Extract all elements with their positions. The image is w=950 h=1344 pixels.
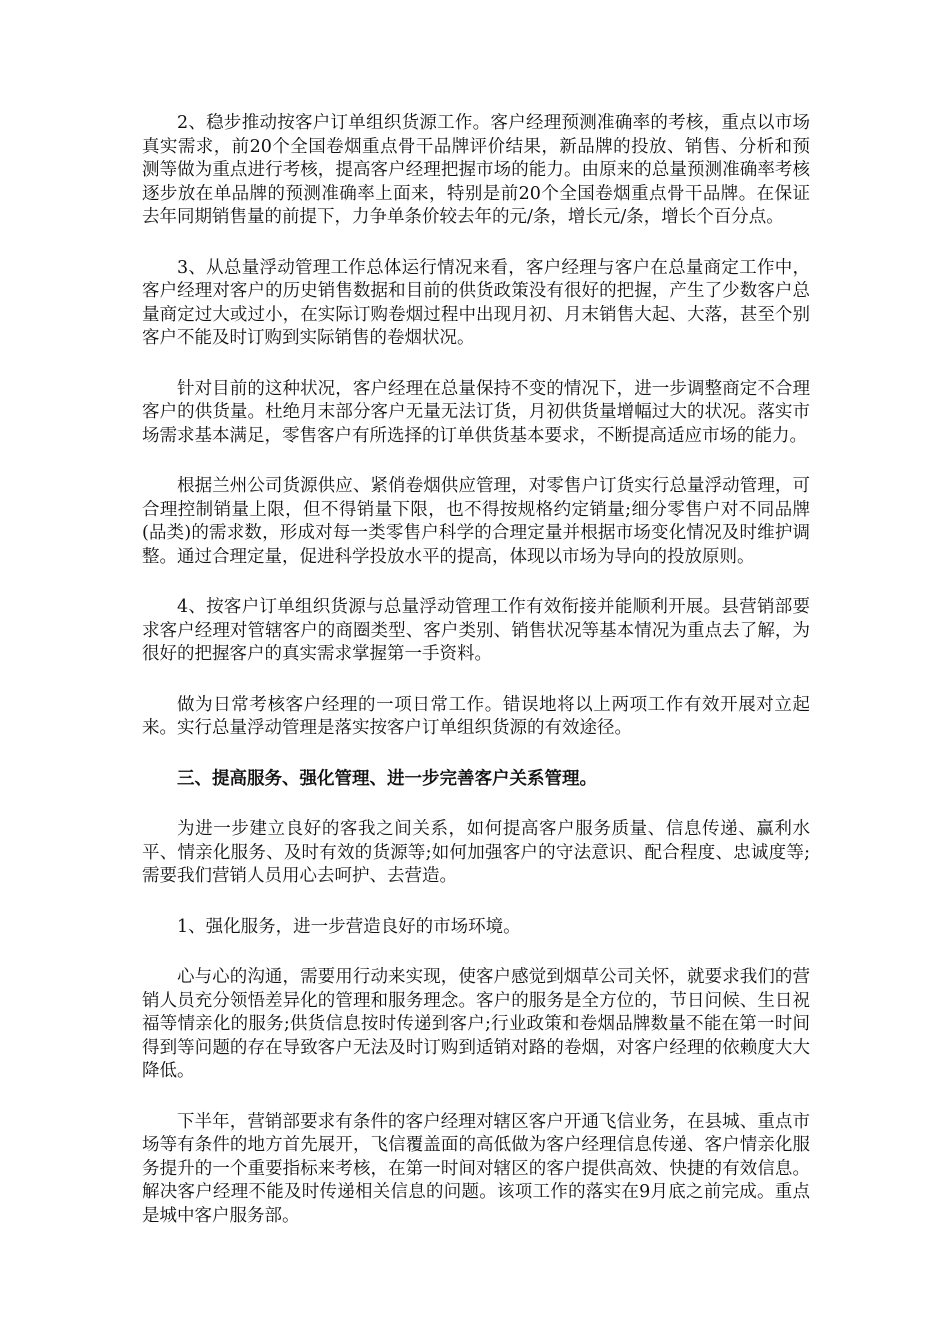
paragraph-item-3-floating-management: 3、从总量浮动管理工作总体运行情况来看，客户经理与客户在总量商定工作中，客户经理对客户的历史销售数据和目前的供货政策没有很好的把握，产生了少数客户总量商定过大或过小，在实际订购卷烟过程中出现月初、月末销售大起、大落，甚至个别客户不能及时订购到实际销售的卷烟状况。	[142, 257, 810, 348]
paragraph-item-4-coordination: 4、按客户订单组织货源与总量浮动管理工作有效衔接并能顺利开展。县营销部要求客户经理对管辖客户的商圈类型、客户类别、销售状况等基本情况为重点去了解，为很好的把握客户的真实需求掌握第一手资料。	[142, 597, 810, 664]
paragraph-communication: 心与心的沟通，需要用行动来实现，使客户感觉到烟草公司关怀，就要求我们的营销人员充分领悟差异化的管理和服务理念。客户的服务是全方位的，节日问候、生日祝福等情亲化的服务;供货信息按时传递到客户;行业政策和卷烟品牌数量不能在第一时间得到等问题的存在导致客户无法及时订购到适销对路的卷烟，对客户经理的依赖度大大降低。	[142, 967, 810, 1081]
paragraph-second-half-year: 下半年，营销部要求有条件的客户经理对辖区客户开通飞信业务，在县城、重点市场等有条件的地方首先展开，飞信覆盖面的高低做为客户经理信息传递、客户情亲化服务提升的一个重要指标来考核，在第一时间对辖区的客户提供高效、快捷的有效信息。解决客户经理不能及时传递相关信息的问题。该项工作的落实在9月底之前完成。重点是城中客户服务部。	[142, 1111, 810, 1226]
paragraph-lanzhou-supply: 根据兰州公司货源供应、紧俏卷烟供应管理，对零售户订货实行总量浮动管理，可合理控制销量上限，但不得销量下限，也不得按规格约定销量;细分零售户对不同品牌(品类)的需求数，形成对每一类零售户科学的合理定量并根据市场变化情况及时维护调整。通过合理定量，促进科学投放水平的提高，体现以市场为导向的投放原则。	[142, 476, 810, 567]
paragraph-customer-relations: 为进一步建立良好的客我之间关系，如何提高客户服务质量、信息传递、赢利水平、情亲化服务、及时有效的货源等;如何加强客户的守法意识、配合程度、忠诚度等;需要我们营销人员用心去呵护、去营造。	[142, 819, 810, 886]
paragraph-item-2-stock-organization: 2、稳步推动按客户订单组织货源工作。客户经理预测准确率的考核，重点以市场真实需求，前20个全国卷烟重点骨干品牌评价结果，新品牌的投放、销售、分析和预测等做为重点进行考核，提高客户经理把握市场的能力。由原来的总量预测准确率考核逐步放在单品牌的预测准确率上面来，特别是前20个全国卷烟重点骨干品牌。在保证去年同期销售量的前提下，力争单条价较去年的元/条，增长元/条，增长个百分点。	[142, 113, 810, 227]
section-heading-3: 三、提高服务、强化管理、进一步完善客户关系管理。	[177, 768, 597, 789]
paragraph-item-1-strengthen-service: 1、强化服务，进一步营造良好的市场环境。	[177, 916, 521, 937]
paragraph-daily-assessment: 做为日常考核客户经理的一项日常工作。错误地将以上两项工作有效开展对立起来。实行总量浮动管理是落实按客户订单组织货源的有效途径。	[142, 694, 810, 738]
document-page	[142, 112, 810, 1255]
paragraph-adjust-supply: 针对目前的这种状况，客户经理在总量保持不变的情况下，进一步调整商定不合理客户的供货量。杜绝月末部分客户无量无法订货，月初供货量增幅过大的状况。落实市场需求基本满足，零售客户有所选择的订单供货基本要求，不断提高适应市场的能力。	[142, 378, 810, 446]
